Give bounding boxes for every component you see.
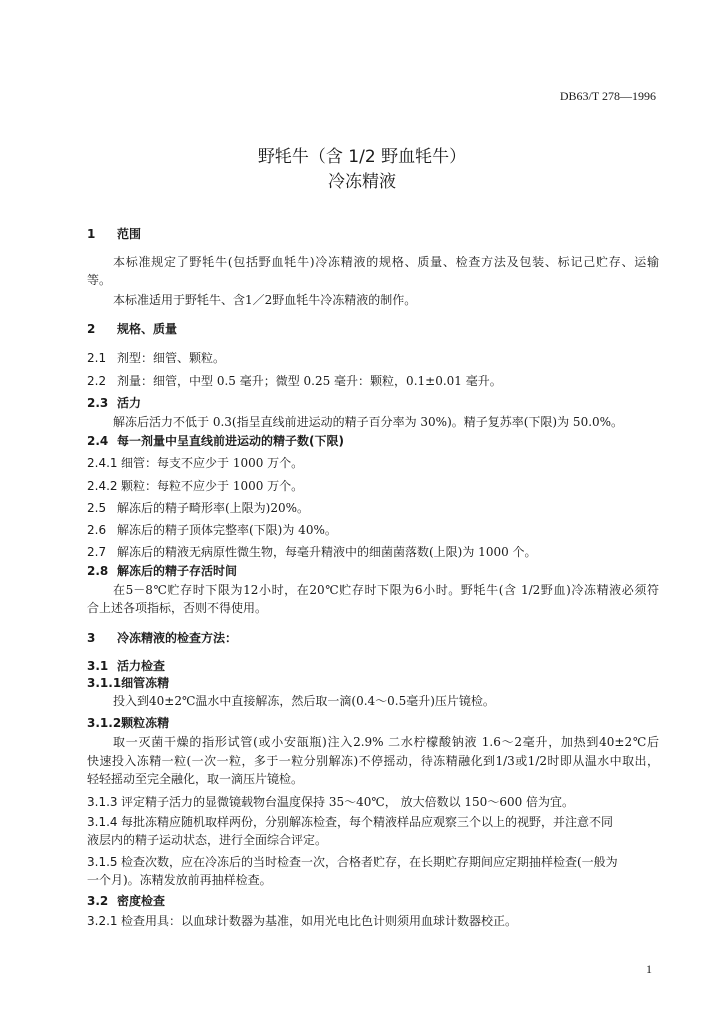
clause-2-4-1 — [87, 455, 659, 472]
section-2-heading — [87, 321, 659, 338]
section-3-heading — [87, 630, 659, 647]
clause-title: 解冻后的精子存活时间 — [117, 564, 238, 578]
paragraph: 本标准规定了野牦牛(包括野血牦牛)冷冻精液的规格、质量、检查方法及包装、标记己贮存、运输 — [113, 255, 659, 269]
clause-number: 2.6 — [87, 523, 107, 537]
clause-2-3-heading — [87, 395, 659, 412]
clause-title: 细管冻精 — [121, 676, 170, 690]
standard-code: DB63/T 278—1996 — [559, 89, 656, 103]
clause-number: 2.4.1 — [87, 456, 118, 470]
clause-title: 活力 — [117, 396, 142, 410]
paragraph: 在5－8℃贮存时下限为12小时，在20℃贮存时下限为6小时。野牦牛(含 1/2野血)冷冻精液必须符 — [113, 583, 659, 597]
clause-2-6 — [87, 522, 659, 539]
clause-number: 3.1.1 — [87, 676, 122, 690]
clause-3-2-heading — [87, 893, 659, 910]
clause-text: 颗粒：每粒不应少于 1000 万个。 — [121, 479, 304, 493]
clause-text: 解冻后的精液无病原性微生物，每毫升精液中的细菌菌落数(上限)为 1000 个。 — [117, 545, 537, 559]
clause-number: 2.3 — [87, 396, 109, 410]
paragraph-continuation: 合上述各项指标，否则不得使用。 — [87, 601, 268, 615]
clause-number: 2.5 — [87, 501, 107, 515]
paragraph-continuation: 轻轻摇动至完全融化，取一滴压片镜检。 — [87, 772, 304, 786]
clause-3-1-4 — [87, 814, 659, 831]
clause-2-7 — [87, 544, 659, 561]
clause-2-4-2 — [87, 478, 659, 495]
paragraph-continuation: 一个月)。冻精发放前再抽样检查。 — [87, 873, 272, 887]
clause-text: 细管：每支不应少于 1000 万个。 — [121, 456, 304, 470]
paragraph: 取一灭菌干燥的指形试管(或小安瓿瓶)注入2.9% 二水柠檬酸钠液 1.6～2毫升，加热到40±2℃后 — [113, 735, 659, 749]
clause-text: 解冻后的精子畸形率(上限为)20%。 — [117, 501, 310, 515]
document-title: 野牦牛（含 1/2 野血牦牛） — [257, 147, 467, 167]
clause-number: 3.1.5 — [87, 855, 118, 869]
page-number: 1 — [646, 962, 652, 976]
clause-number: 2.8 — [87, 564, 109, 578]
clause-text: 检查次数，应在冷冻后的当时检查一次，合格者贮存，在长期贮存期间应定期抽样检查(一般为 — [121, 855, 618, 869]
clause-2-4-heading — [87, 433, 659, 450]
clause-3-1-2-heading — [87, 715, 659, 732]
section-number: 3 — [87, 631, 96, 645]
clause-text: 解冻后的精子顶体完整率(下限)为 40%。 — [117, 523, 337, 537]
document-subtitle: 冷冻精液 — [328, 172, 396, 192]
clause-2-2 — [87, 373, 659, 390]
clause-title: 每一剂量中呈直线前进运动的精子数(下限) — [117, 434, 344, 448]
clause-number: 3.1.3 — [87, 795, 118, 809]
paragraph-continuation: 快速投入冻精一粒(一次一粒，多于一粒分别解冻)不停摇动，待冻精融化到1/3或1/2时即从温水中取出， — [87, 754, 659, 768]
clause-text: 检查用具：以血球计数器为基准，如用光电比色计则须用血球计数器校正。 — [121, 914, 518, 928]
paragraph-continuation: 液层内的精子运动状态，进行全面综合评定。 — [87, 833, 328, 847]
section-title: 冷冻精液的检查方法： — [117, 631, 238, 645]
clause-3-1-1-heading — [87, 675, 659, 692]
section-title: 规格、质量 — [117, 322, 178, 336]
clause-number: 2.4.2 — [87, 479, 118, 493]
paragraph-continuation: 等。 — [87, 273, 112, 287]
clause-title: 活力检查 — [117, 659, 166, 673]
paragraph: 投入到40±2℃温水中直接解冻，然后取一滴(0.4～0.5毫升)压片镜检。 — [113, 694, 495, 708]
clause-2-8-heading — [87, 563, 659, 580]
paragraph: 解冻后活力不低于 0.3(指呈直线前进运动的精子百分率为 30%)。精子复苏率(下限)为 50.0%。 — [113, 415, 624, 429]
clause-number: 3.2 — [87, 894, 109, 908]
clause-number: 3.1 — [87, 659, 109, 673]
clause-text: 评定精子活力的显微镜载物台温度保持 35～40℃， 放大倍数以 150～600 倍为宜。 — [121, 795, 575, 809]
section-title: 范围 — [117, 227, 142, 241]
clause-2-5 — [87, 500, 659, 517]
clause-number: 2.1 — [87, 351, 107, 365]
paragraph: 本标准适用于野牦牛、含1／2野血牦牛冷冻精液的制作。 — [113, 293, 417, 307]
clause-text: 每批冻精应随机取样两份，分别解冻检查，每个精液样品应观察三个以上的视野，并注意不同 — [121, 815, 614, 829]
clause-number: 3.2.1 — [87, 914, 118, 928]
section-1-heading — [87, 226, 659, 243]
section-number: 2 — [87, 322, 96, 336]
clause-number: 3.1.2 — [87, 716, 122, 730]
clause-number: 2.4 — [87, 434, 109, 448]
clause-title: 密度检查 — [117, 894, 166, 908]
clause-number: 2.2 — [87, 374, 107, 388]
clause-3-1-3 — [87, 794, 659, 811]
clause-3-1-5 — [87, 854, 659, 871]
clause-3-1-heading — [87, 658, 659, 675]
clause-title: 颗粒冻精 — [121, 716, 170, 730]
clause-3-2-1 — [87, 913, 659, 930]
clause-number: 2.7 — [87, 545, 107, 559]
clause-2-1 — [87, 350, 659, 367]
clause-text: 剂量：细管，中型 0.5 毫升；微型 0.25 毫升：颗粒，0.1±0.01 毫升。 — [117, 374, 502, 388]
clause-number: 3.1.4 — [87, 815, 118, 829]
section-number: 1 — [87, 227, 96, 241]
clause-text: 剂型：细管、颗粒。 — [117, 351, 226, 365]
